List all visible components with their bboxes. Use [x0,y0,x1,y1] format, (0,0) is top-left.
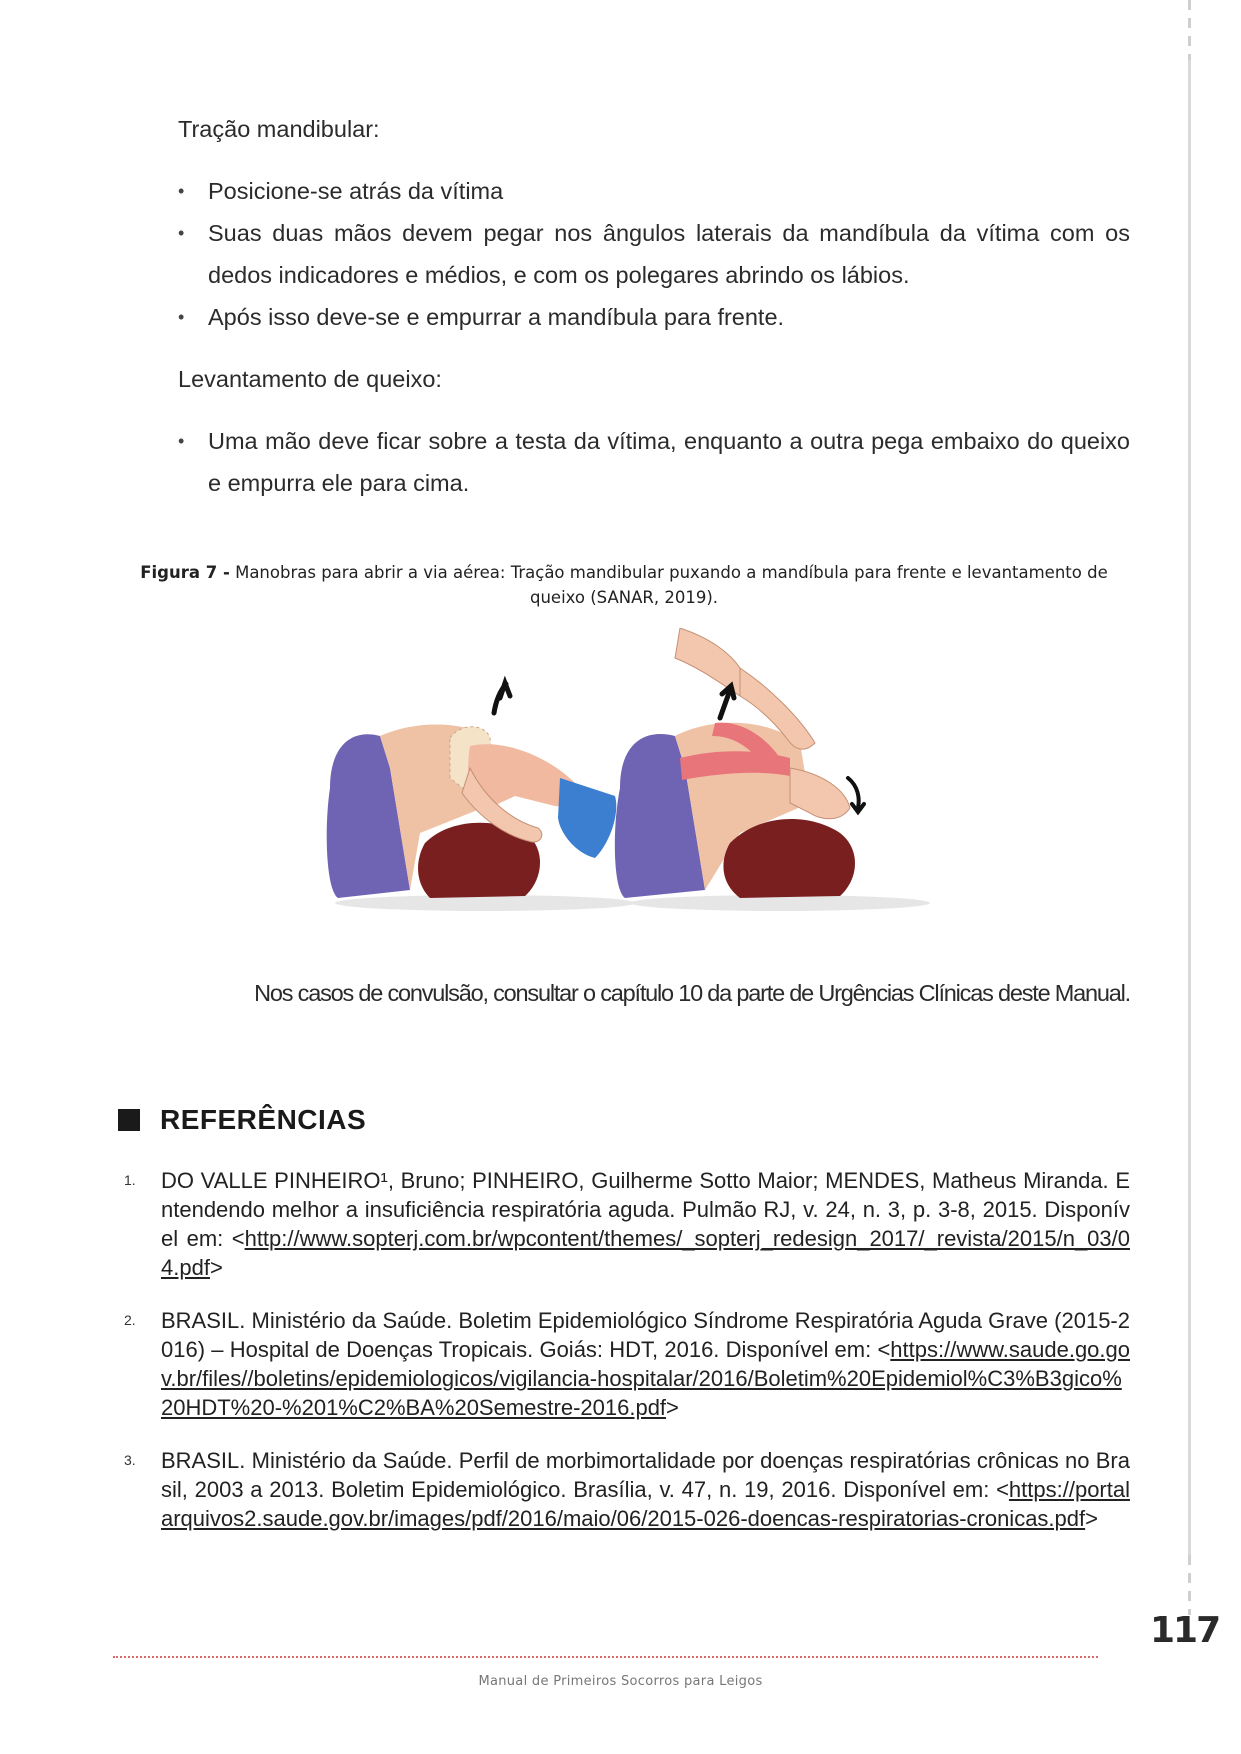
reference-link[interactable]: https://www.saude.go.gov.br/files//boletins/epidemiologicos/vigilancia-hospitalar/2016/Boletim%20Epidemiol%C3%B3gico%20HDT%20-%201%C2%BA%20Semestre-2016.pdf [161,1337,1130,1420]
jaw-thrust-list [178,170,1130,338]
list-item [178,296,1130,338]
convulsion-note: Nos casos de convulsão, consultar o capítulo 10 da parte de Urgências Clínicas deste Manual. [254,980,1130,1006]
reference-link[interactable]: http://www.sopterj.com.br/wpcontent/themes/_sopterj_redesign_2017/_revista/2015/n_03/04.pdf [161,1226,1130,1280]
square-bullet-icon [118,1109,140,1131]
references-heading [118,1100,366,1140]
list-item [178,212,1130,296]
chin-lift-list [178,420,1130,504]
airway-maneuvers-illustration [320,628,930,918]
references-list [124,1166,1130,1557]
page-number: 117 [1150,1610,1220,1651]
reference-item [124,1166,1130,1282]
reference-text: BRASIL. Ministério da Saúde. Boletim Epidemiológico Síndrome Respiratória Aguda Grave (2015-2016) – Hospital de Doenças Tropicais. Goiás: HDT, 2016. Disponível em: < [161,1308,1130,1362]
reference-text: BRASIL. Ministério da Saúde. Perfil de morbimortalidade por doenças respiratórias crônicas no Brasil, 2003 a 2013. Boletim Epidemiológico. Brasília, v. 47, n. 19, 2016. Disponível em: < [161,1448,1130,1502]
footer-rule [113,1656,1098,1658]
side-dash-top [1188,0,1191,60]
figure-caption [118,560,1130,610]
bullet-icon: • [178,431,185,451]
reference-link[interactable]: https://portalarquivos2.saude.gov.br/images/pdf/2016/maio/06/2015-026-doencas-respiratorias-cronicas.pdf [161,1477,1130,1531]
reference-number: 3. [124,1452,136,1468]
list-item [178,170,1130,212]
figure-label: Figura 7 - [140,563,230,582]
bullet-icon: • [178,181,185,201]
footer-title: Manual de Primeiros Socorros para Leigos [478,1674,763,1689]
reference-end: > [209,1255,223,1280]
references-title: REFERÊNCIAS [160,1104,367,1135]
reference-end: > [1085,1506,1098,1531]
list-item-text: Uma mão deve ficar sobre a testa da vítima, enquanto a outra pega embaixo do queixo e empurra ele para cima. [208,428,1130,496]
body-text [178,108,1130,524]
reference-end: > [666,1395,679,1420]
reference-item [124,1306,1130,1422]
side-dash-bottom [1188,1555,1191,1615]
list-item-text: Posicione-se atrás da vítima [208,178,504,204]
subheading-chin-lift: Levantamento de queixo: [178,366,442,392]
chin-lift-illustration [615,628,930,911]
jaw-thrust-illustration [327,683,635,911]
reference-number: 1. [124,1172,136,1188]
reference-number: 2. [124,1312,136,1328]
list-item-text: Após isso deve-se e empurrar a mandíbula para frente. [208,304,785,330]
figure-caption-text: Manobras para abrir a via aérea: Tração mandibular puxando a mandíbula para frente e levantamento de queixo (SANAR, 2019). [235,563,1108,607]
side-rule [1188,0,1191,1610]
subheading-jaw-thrust: Tração mandibular: [178,116,380,142]
reference-item [124,1446,1130,1533]
reference-text: DO VALLE PINHEIRO¹, Bruno; PINHEIRO, Guilherme Sotto Maior; MENDES, Matheus Miranda. Entendendo melhor a insuficiência respiratória aguda. Pulmão RJ, v. 24, n. 3, p. 3-8, 2015. Disponível em: < [161,1168,1130,1251]
list-item-text: Suas duas mãos devem pegar nos ângulos laterais da mandíbula da vítima com os dedos indicadores e médios, e com os polegares abrindo os lábios. [208,220,1130,288]
bullet-icon: • [178,223,185,243]
list-item [178,420,1130,504]
bullet-icon: • [178,307,185,327]
